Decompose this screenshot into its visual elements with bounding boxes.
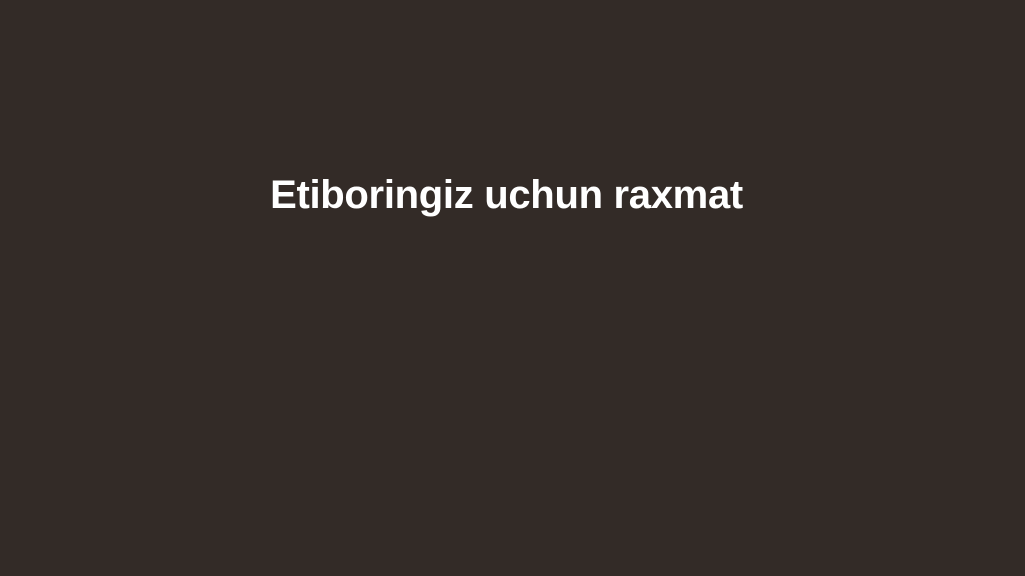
slide-title: Etiboringiz uchun raxmat: [270, 173, 743, 217]
